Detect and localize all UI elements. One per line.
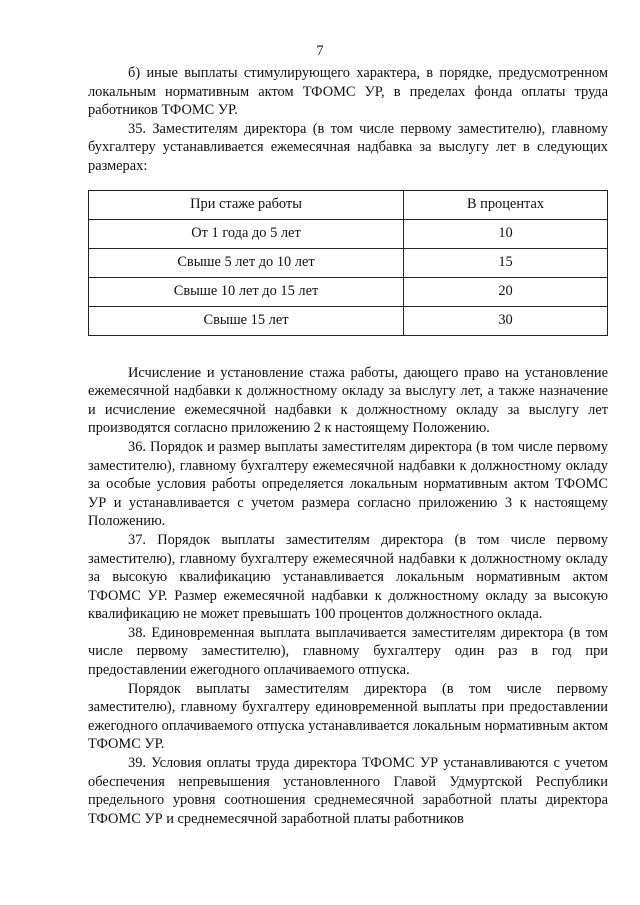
document-body [88,64,608,828]
table-row [89,277,608,306]
table-header-percent: В процентах [404,190,608,219]
paragraph-35: 35. Заместителям директора (в том числе первому заместителю), главному бухгалтеру устанавливается ежемесячная надбавка за выслугу лет в следующих размерах: [88,120,608,174]
paragraph-36: 36. Порядок и размер выплаты заместителям директора (в том числе первому заместителю), главному бухгалтеру ежемесячной надбавки к должностному окладу за особые условия работы определяется локальным нормативным актом ТФОМС УР и устанавливается с учетом размера согласно приложению 3 к настоящему Положению. [88,438,608,530]
paragraph-38: 38. Единовременная выплата выплачивается заместителям директора (в том числе первому заместителю), главному бухгалтеру один раз в год при предоставлении ежегодного оплачиваемого отпуска. [88,624,608,679]
table-cell-experience: Свыше 5 лет до 10 лет [89,248,404,277]
table-cell-experience: Свыше 15 лет [89,306,404,335]
table-cell-percent: 30 [404,306,608,335]
table-header-experience: При стаже работы [89,190,404,219]
table-cell-experience: Свыше 10 лет до 15 лет [89,277,404,306]
table-row [89,248,608,277]
table-header-row [89,190,608,219]
table-cell-experience: От 1 года до 5 лет [89,219,404,248]
table-row [89,219,608,248]
paragraph-37: 37. Порядок выплаты заместителям директора (в том числе первому заместителю), главному бухгалтеру ежемесячной надбавки к должностному окладу за высокую квалификацию устанавливается локальным нормативным актом ТФОМС УР. Размер ежемесячной надбавки к должностному окладу за высокую квалификацию не может превышать 100 процентов должностного оклада. [88,531,608,623]
page-number: 7 [316,43,324,59]
table-cell-percent: 10 [404,219,608,248]
seniority-table [88,190,608,336]
table-row [89,306,608,335]
table-cell-percent: 20 [404,277,608,306]
table-cell-percent: 15 [404,248,608,277]
paragraph-item-b: б) иные выплаты стимулирующего характера, в порядке, предусмотренном локальным нормативным актом ТФОМС УР, в пределах фонда оплаты труда работников ТФОМС УР. [88,65,608,119]
paragraph-39: 39. Условия оплаты труда директора ТФОМС УР устанавливаются с учетом обеспечения непревышения установленного Главой Удмуртской Республики предельного уровня соотношения среднемесячной заработной платы директора ТФОМС УР и среднемесячной заработной платы работников [88,755,608,827]
paragraph-38-procedure: Порядок выплаты заместителям директора (в том числе первому заместителю), главному бухгалтеру единовременной выплаты при предоставлении ежегодного оплачиваемого отпуска устанавливается локальным нормативным актом ТФОМС УР. [88,680,608,753]
paragraph-seniority-calculation: Исчисление и установление стажа работы, дающего право на установление ежемесячной надбавки к должностному окладу за выслугу лет, а также назначение и исчисление ежемесячной надбавки к должностному окладу за выслугу лет производятся согласно приложению 2 к настоящему Положению. [88,364,608,437]
